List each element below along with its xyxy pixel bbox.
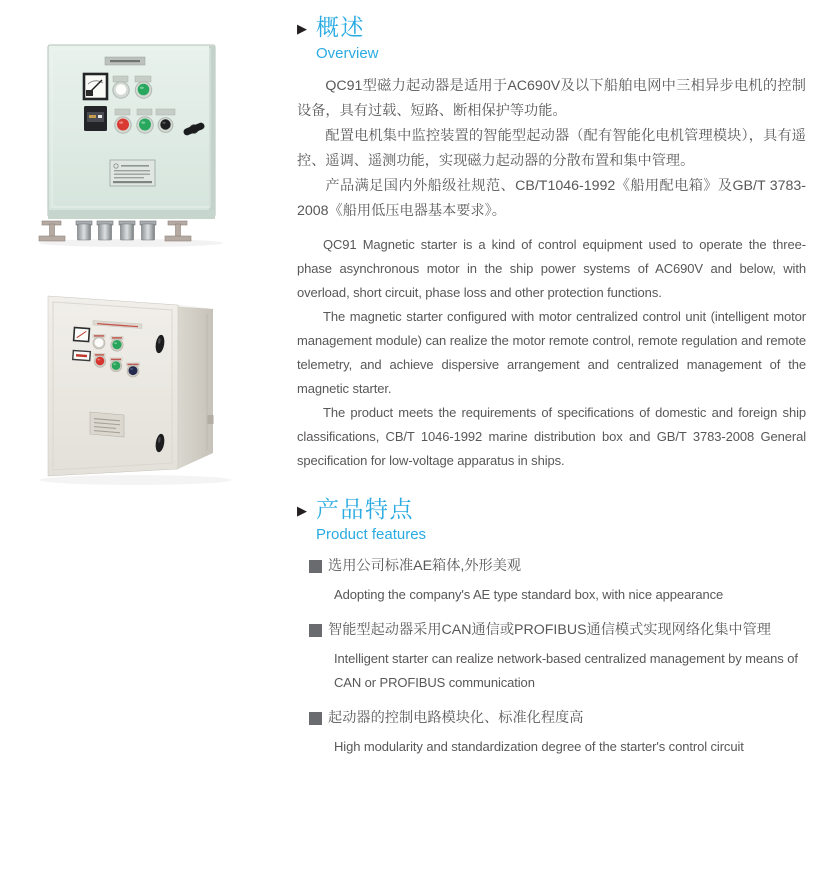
overview-paragraph-en: QC91 Magnetic starter is a kind of control equipment used to operate the three-phase asynchronous motor in the ship power systems of AC690V and below, with overload, short circuit, phase loss and other protection functions. (297, 236, 806, 300)
overview-paragraph-zh: 产品满足国内外船级社规范、CB/T1046-1992《船用配电箱》及GB/T 3783-2008《船用低压电器基本要求》。 (297, 177, 806, 219)
feature-zh-text: 智能型起动器采用CAN通信或PROFIBUS通信模式实现网络化集中管理 (328, 622, 771, 639)
button-label (135, 76, 151, 82)
overview-paragraph-en: The magnetic starter configured with motor centralized control unit (intelligent motor management module) can realize the motor remote control, remote regulation and remote telemetry, and achieve dispersive arrangement and centralized management of the magnetic starter. (297, 308, 806, 396)
overview-paragraph-en: The product meets the requirements of specifications of domestic and foreign ship classifications, CB/T 1046-1992 marine distribution box and GB/T 3783-2008 General specification for low-voltage apparatus in ships. (297, 404, 806, 468)
overview-heading (297, 14, 806, 62)
green-pushbutton (135, 82, 151, 98)
feature-en-text: Adopting the company's AE type standard box, with nice appearance (334, 587, 724, 603)
red-pushbutton (94, 356, 106, 368)
feature-zh-text: 选用公司标准AE箱体,外形美观 (328, 558, 522, 575)
features-title-zh: 产品特点 (316, 495, 414, 522)
red-pushbutton (115, 117, 131, 133)
overview-paragraph-zh: 配置电机集中监控装置的智能型起动器（配有智能化电机管理模块），具有遥控、遥调、遥测功能，实现磁力起动器的分散布置和集中管理。 (297, 127, 806, 169)
feature-en-text: High modularity and standardization degree of the starter's control circuit (334, 739, 744, 755)
rating-nameplate (90, 412, 124, 437)
button-label (115, 109, 130, 115)
overview-title-en: Overview (316, 44, 379, 62)
mounting-feet (39, 221, 191, 241)
green-pushbutton (111, 339, 123, 351)
features-title-en: Product features (316, 526, 427, 544)
section-arrow-icon: ▶ (297, 502, 307, 518)
product-image-front (28, 40, 225, 248)
green-pushbutton-2 (137, 117, 153, 133)
breaker-module (84, 106, 107, 131)
green-pushbutton-2 (110, 360, 122, 372)
text-column (297, 14, 806, 759)
feature-zh-line (297, 556, 806, 576)
feature-zh-line (297, 620, 806, 640)
feature-en-text: Intelligent starter can realize network-based centralized management by means of CAN or PROFIBUS communication (334, 651, 798, 691)
feature-item (297, 556, 806, 607)
bullet-square-icon (309, 560, 322, 573)
top-nameplate-strip (105, 57, 145, 65)
red-indicator-plate (73, 350, 91, 360)
features-heading (297, 496, 806, 544)
features-section (297, 496, 806, 760)
box-shadow (40, 475, 231, 485)
rating-nameplate (110, 160, 155, 186)
navy-pushbutton (127, 365, 139, 377)
cable-glands (76, 221, 156, 240)
feature-zh-line (297, 708, 806, 728)
ammeter-icon (74, 328, 90, 342)
overview-title-zh: 概述 (316, 14, 365, 40)
overview-chinese-paragraphs (297, 74, 806, 224)
feature-zh-text: 起动器的控制电路模块化、标准化程度高 (328, 710, 584, 727)
ammeter-icon (84, 74, 107, 99)
button-label (113, 76, 128, 82)
overview-section (297, 14, 806, 473)
bullet-square-icon (309, 712, 322, 725)
feature-item (297, 620, 806, 695)
product-image-perspective (40, 272, 280, 502)
section-arrow-icon: ▶ (297, 21, 307, 36)
button-label (137, 109, 152, 115)
button-label (156, 109, 175, 115)
qc91-starter-control-box-front-photo (28, 40, 225, 248)
feature-item (297, 708, 806, 759)
bullet-square-icon (309, 624, 322, 637)
black-pushbutton (158, 118, 173, 133)
overview-paragraph-zh: QC91型磁力起动器是适用于AC690V及以下船舶电网中三相异步电机的控制设备，具有过载、短路、断相保护等功能。 (297, 77, 806, 119)
qc91-starter-control-box-perspective-photo (40, 272, 280, 502)
white-pushbutton (113, 82, 129, 98)
overview-english-paragraphs (297, 233, 806, 473)
white-pushbutton (93, 337, 105, 349)
